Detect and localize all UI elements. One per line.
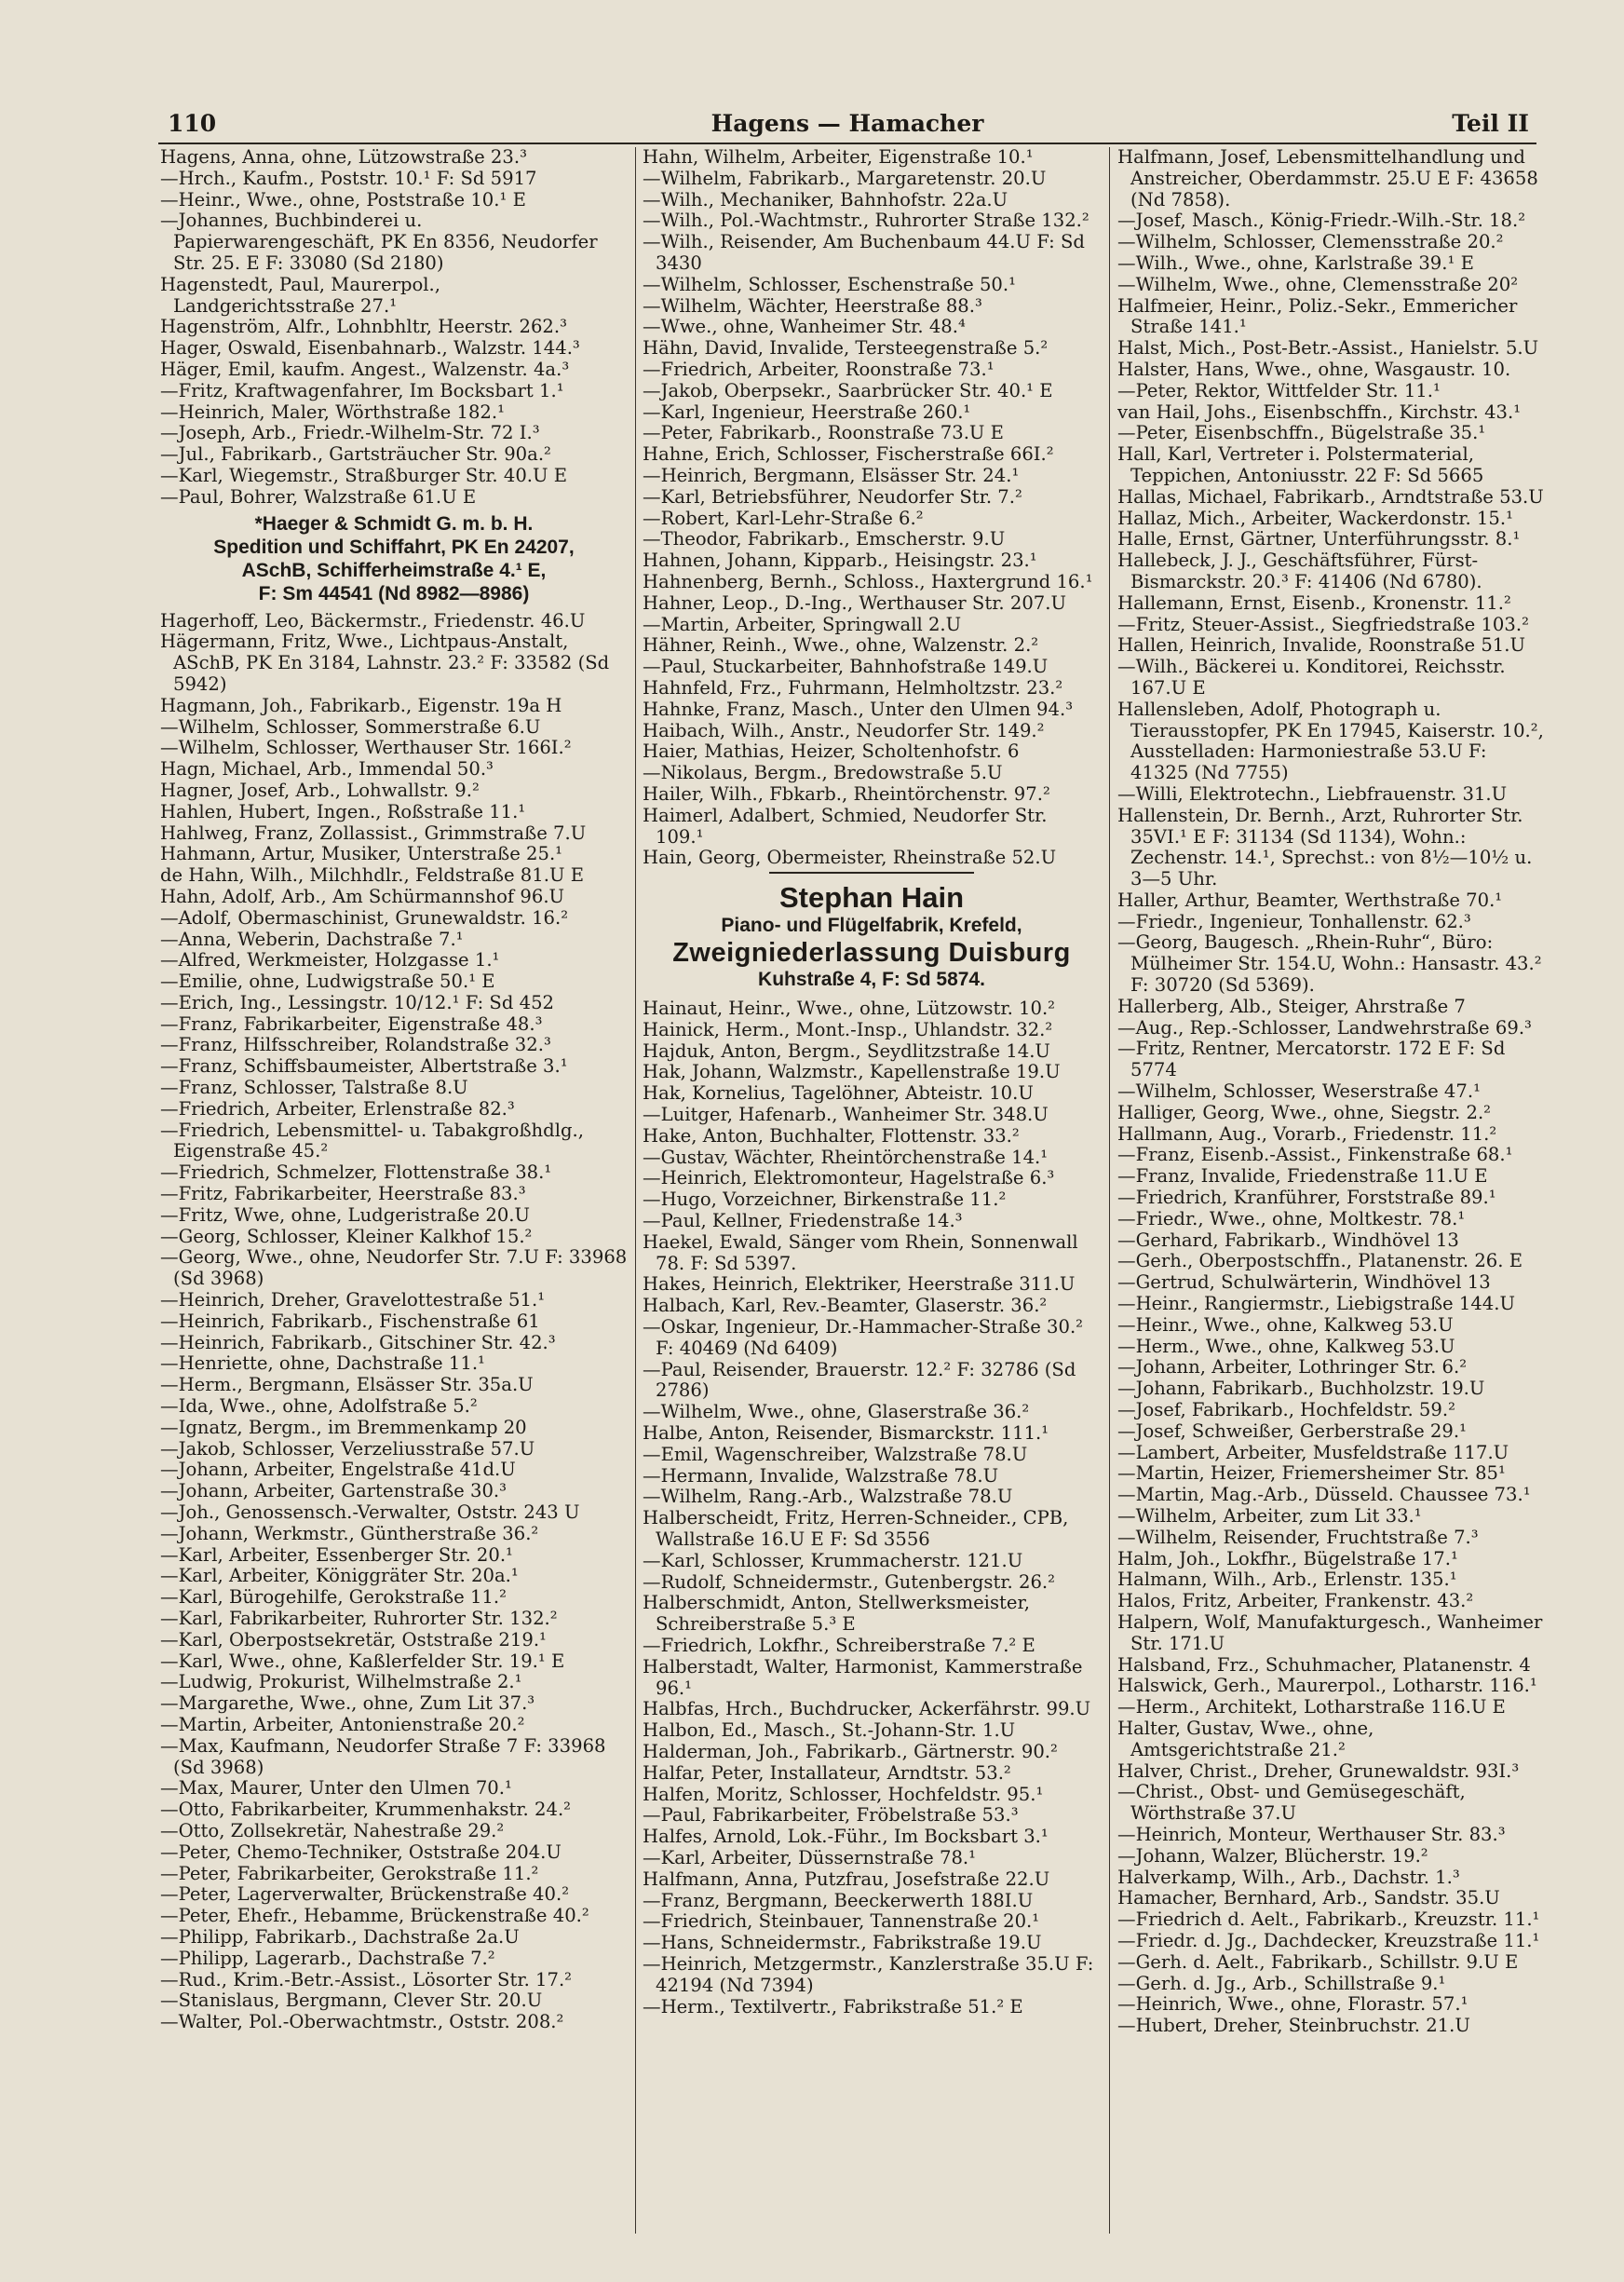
- directory-entry: —Willi, Elektrotechn., Liebfrauenstr. 31.U: [1117, 782, 1508, 805]
- directory-entry: —Karl, Schlosser, Krummacherstr. 121.U: [643, 1549, 1023, 1571]
- directory-entry: —Friedrich, Arbeiter, Erlenstraße 82.³: [160, 1097, 515, 1120]
- directory-entry: —Johann, Arbeiter, Gartenstraße 30.³: [160, 1480, 507, 1502]
- directory-entry: —Joh., Genossensch.-Verwalter, Oststr. 243 U: [160, 1501, 580, 1524]
- directory-entry: —Max, Maurer, Unter den Ulmen 70.¹: [160, 1777, 512, 1800]
- directory-entry: Halfar, Peter, Installateur, Arndtstr. 53.²: [643, 1761, 1011, 1784]
- directory-entry: Halberscheidt, Fritz, Herren-Schneider., CPB, Wallstraße 16.U E F: Sd 3556: [643, 1507, 1069, 1551]
- directory-entry: Hagenström, Alfr., Lohnbhltr, Heerstr. 262.³: [160, 316, 567, 338]
- directory-entry: —Hrch., Kaufm., Poststr. 10.¹ F: Sd 5917: [160, 167, 537, 189]
- directory-entry: —Peter, Fabrikarbeiter, Gerokstraße 11.²: [160, 1862, 539, 1884]
- directory-entry: —Heinrich, Elektromonteur, Hagelstraße 6.³: [643, 1167, 1055, 1189]
- directory-entry: Halberstadt, Walter, Harmonist, Kammerstraße 96.¹: [643, 1655, 1083, 1699]
- column-divider: [635, 147, 636, 2234]
- directory-entry: —Friedrich, Steinbauer, Tannenstraße 20.¹: [643, 1910, 1040, 1933]
- directory-entry: —Jakob, Oberpsekr., Saarbrücker Str. 40.¹ E: [643, 379, 1053, 401]
- directory-entry: —Alfred, Werkmeister, Holzgasse 1.¹: [160, 949, 500, 971]
- directory-entry: —Wilhelm, Reisender, Fruchtstraße 7.³: [1117, 1526, 1479, 1548]
- directory-entry: Haller, Arthur, Beamter, Werthstraße 70.¹: [1117, 889, 1503, 911]
- directory-entry: —Martin, Mag.-Arb., Düsseld. Chaussee 73.¹: [1117, 1484, 1531, 1506]
- directory-entry: —Franz, Hilfsschreiber, Rolandstraße 32.³: [160, 1034, 551, 1056]
- directory-entry: —Wilhelm, Fabrikarb., Margaretenstr. 20.U: [643, 167, 1047, 189]
- directory-entry: Halderman, Joh., Fabrikarb., Gärtnerstr. 90.²: [643, 1740, 1058, 1762]
- directory-entry: Hall, Karl, Vertreter i. Polstermaterial, Teppichen, Antoniusstr. 22 F: Sd 5665: [1117, 443, 1484, 486]
- directory-entry: —Wilhelm, Schlosser, Eschenstraße 50.¹: [643, 273, 1016, 295]
- directory-entry: Hallenstein, Dr. Bernh., Arzt, Ruhrorter Str. 35VI.¹ E F: 31134 (Sd 1134), Wohn.: Zechenstr. 14.¹, Sprechst.: von 8½—10½ u. 3—5 Uhr.: [1117, 804, 1533, 890]
- directory-entry: Halm, Joh., Lokfhr., Bügelstraße 17.¹: [1117, 1547, 1458, 1569]
- directory-entry: —Wilh., Wwe., ohne, Karlstraße 39.¹ E: [1117, 251, 1474, 274]
- directory-entry: —Heinrich, Fabrikarb., Fischenstraße 61: [160, 1310, 540, 1332]
- directory-entry: —Johann, Werkmstr., Güntherstraße 36.²: [160, 1522, 539, 1544]
- directory-entry: —Philipp, Fabrikarb., Dachstraße 2a.U: [160, 1925, 520, 1948]
- directory-entry: —Gerhard, Fabrikarb., Windhövel 13: [1117, 1229, 1459, 1251]
- directory-entry: —Franz, Schlosser, Talstraße 8.U: [160, 1077, 468, 1099]
- directory-entry: —Karl, Fabrikarbeiter, Ruhrorter Str. 132.²: [160, 1608, 558, 1629]
- directory-entry: —Emilie, ohne, Ludwigstraße 50.¹ E: [160, 971, 495, 993]
- directory-entry: —Georg, Wwe., ohne, Neudorfer Str. 7.U F: 33968 (Sd 3968): [160, 1246, 628, 1290]
- directory-entry: —Herm., Bergmann, Elsässer Str. 35a.U: [160, 1374, 534, 1396]
- directory-entry: Hallen, Heinrich, Invalide, Roonstraße 51.U: [1117, 634, 1525, 657]
- directory-entry: —Karl, Arbeiter, Königgräter Str. 20a.¹: [160, 1565, 519, 1587]
- directory-entry: Hahnenberg, Bernh., Schloss., Haxtergrund 16.¹: [643, 570, 1093, 592]
- directory-entry: —Wilh., Mechaniker, Bahnhofstr. 22a.U: [643, 188, 1008, 211]
- header-rule: [158, 143, 1536, 144]
- directory-entry: —Emil, Wagenschreiber, Walzstraße 78.U: [643, 1443, 1028, 1465]
- directory-entry: —Wilhelm, Schlosser, Sommerstraße 6.U: [160, 715, 541, 738]
- directory-entry: Hahn, Wilhelm, Arbeiter, Eigenstraße 10.¹: [643, 147, 1034, 168]
- directory-entry: Halster, Hans, Wwe., ohne, Wasgaustr. 10.: [1117, 358, 1511, 380]
- directory-entry: —Heinrich, Monteur, Werthauser Str. 83.³: [1117, 1823, 1506, 1845]
- ad-company-name: Stephan Hain: [778, 881, 965, 915]
- directory-entry: —Otto, Zollsekretär, Nahestraße 29.²: [160, 1819, 505, 1841]
- directory-entry: —Karl, Oberpostsekretär, Oststraße 219.¹: [160, 1628, 547, 1650]
- directory-entry: —Johann, Fabrikarb., Buchholzstr. 19.U: [1117, 1378, 1485, 1400]
- directory-entry: Halst, Mich., Post-Betr.-Assist., Hanielstr. 5.U: [1117, 337, 1539, 360]
- directory-entry: —Paul, Fabrikarbeiter, Fröbelstraße 53.³: [643, 1804, 1019, 1827]
- directory-entry: —Josef, Fabrikarb., Hochfeldstr. 59.²: [1117, 1399, 1455, 1421]
- directory-entry: Hahne, Erich, Schlosser, Fischerstraße 66I.²: [643, 443, 1054, 466]
- directory-entry: Hahnen, Johann, Kipparb., Heisingstr. 23.¹: [643, 550, 1037, 572]
- directory-entry: —Friedrich, Kranführer, Forststraße 89.¹: [1117, 1187, 1496, 1209]
- ad-branch: Zweigniederlassung Duisburg: [672, 938, 1071, 969]
- directory-entry: —Wilhelm, Wwe., ohne, Glaserstraße 36.²: [643, 1401, 1030, 1423]
- directory-entry: —Franz, Bergmann, Beeckerwerth 188I.U: [643, 1889, 1034, 1911]
- directory-entry: van Hail, Johs., Eisenbschffn., Kirchstr. 43.¹: [1117, 401, 1522, 423]
- directory-entry: Häger, Emil, kaufm. Angest., Walzenstr. 4a.³: [160, 358, 570, 380]
- directory-entry: —Heinr., Wwe., ohne, Poststraße 10.¹ E: [160, 188, 526, 211]
- directory-entry: —Friedr., Wwe., ohne, Moltkestr. 78.¹: [1117, 1207, 1466, 1229]
- directory-entry: —Friedrich, Lokfhr., Schreiberstraße 7.² E: [643, 1635, 1035, 1656]
- directory-entry: Hainick, Herm., Mont.-Insp., Uhlandstr. 32.²: [643, 1018, 1053, 1040]
- page-header: [158, 104, 1536, 142]
- directory-entry: —Gerh. d. Jg., Arb., Schillstraße 9.¹: [1117, 1972, 1446, 1994]
- directory-entry: —Karl, Ingenieur, Heerstraße 260.¹: [643, 401, 971, 423]
- directory-entry: —Adolf, Obermaschinist, Grunewaldstr. 16.²: [160, 906, 569, 929]
- directory-entry: Hahnfeld, Frz., Fuhrmann, Helmholtzstr. 23.²: [643, 676, 1063, 699]
- directory-entry: —Gerh., Oberpostschffn., Platanenstr. 26. E: [1117, 1250, 1523, 1272]
- directory-entry: —Josef, Schweißer, Gerberstraße 29.¹: [1117, 1419, 1467, 1442]
- directory-entry: —Friedr., Ingenieur, Tonhallenstr. 62.³: [1117, 910, 1471, 932]
- directory-entry: Haier, Mathias, Heizer, Scholtenhofstr. 6: [643, 740, 1020, 763]
- directory-entry: —Karl, Arbeiter, Düssernstraße 78.¹: [643, 1846, 976, 1868]
- directory-entry: —Gustav, Wächter, Rheintörchenstraße 14.¹: [643, 1146, 1049, 1168]
- directory-entry: Hallebeck, J. J., Geschäftsführer, Fürst-Bismarckstr. 20.³ F: 41406 (Nd 6780).: [1117, 550, 1482, 592]
- directory-entry: —Herm., Textilvertr., Fabrikstraße 51.² E: [643, 1995, 1023, 2017]
- running-title: Hagens — Hamacher: [710, 110, 984, 137]
- directory-entry: —Wilhelm, Schlosser, Werthauser Str. 166I.²: [160, 737, 572, 759]
- directory-entry: —Fritz, Kraftwagenfahrer, Im Bocksbart 1.¹: [160, 379, 564, 401]
- directory-entry: —Rud., Krim.-Betr.-Assist., Lösorter Str. 17.²: [160, 1968, 573, 1990]
- directory-entry: —Ida, Wwe., ohne, Adolfstraße 5.²: [160, 1395, 478, 1418]
- directory-entry: Hahlweg, Franz, Zollassist., Grimmstraße 7.U: [160, 822, 587, 844]
- directory-entry: —Wilhelm, Rang.-Arb., Walzstraße 78.U: [643, 1486, 1013, 1508]
- directory-entry: —Karl, Arbeiter, Essenberger Str. 20.¹: [160, 1543, 513, 1566]
- ad-rule: [769, 872, 974, 874]
- directory-entry: Halbe, Anton, Reisender, Bismarckstr. 111.¹: [643, 1422, 1049, 1445]
- directory-entry: Hahner, Leop., D.-Ing., Werthauser Str. 207.U: [643, 591, 1066, 614]
- ad-line: ASchB, Schifferheimstraße 4.¹ E,: [241, 559, 547, 581]
- directory-entry: —Johann, Walzer, Blücherstr. 19.²: [1117, 1844, 1428, 1867]
- directory-entry: Hallerberg, Alb., Steiger, Ahrstraße 7: [1117, 995, 1466, 1017]
- directory-entry: —Peter, Rektor, Wittfelder Str. 11.¹: [1117, 379, 1441, 401]
- directory-entry: Halmann, Wilh., Arb., Erlenstr. 135.¹: [1117, 1569, 1457, 1591]
- directory-entry: —Heinr., Rangiermstr., Liebigstraße 144.U: [1117, 1293, 1515, 1315]
- directory-entry: —Joseph, Arb., Friedr.-Wilhelm-Str. 72 I.³: [160, 422, 540, 444]
- directory-entry: —Jul., Fabrikarb., Gartsträucher Str. 90a.²: [160, 443, 551, 466]
- directory-entry: Halbach, Karl, Rev.-Beamter, Glaserstr. 36.²: [643, 1295, 1048, 1317]
- directory-entry: Hagenstedt, Paul, Maurerpol., Landgerichtsstraße 27.¹: [160, 273, 441, 317]
- directory-entry: —Wwe., ohne, Wanheimer Str. 48.⁴: [643, 316, 966, 338]
- directory-entry: —Franz, Eisenb.-Assist., Finkenstraße 68.¹: [1117, 1144, 1513, 1166]
- directory-entry: —Nikolaus, Bergm., Bredowstraße 5.U: [643, 762, 1003, 784]
- directory-entry: Halverkamp, Wilh., Arb., Dachstr. 1.³: [1117, 1866, 1460, 1888]
- directory-entry: —Peter, Chemo-Techniker, Oststraße 204.U: [160, 1841, 562, 1863]
- directory-entry: —Erich, Ing., Lessingstr. 10/12.¹ F: Sd 452: [160, 991, 555, 1013]
- directory-entry: —Aug., Rep.-Schlosser, Landwehrstraße 69.³: [1117, 1016, 1532, 1039]
- directory-entry: —Wilhelm, Wächter, Heerstraße 88.³: [643, 294, 982, 317]
- directory-entry: —Hubert, Dreher, Steinbruchstr. 21.U: [1117, 2015, 1470, 2037]
- directory-entry: —Herm., Architekt, Lotharstraße 116.U E: [1117, 1696, 1506, 1718]
- directory-entry: —Johann, Arbeiter, Lothringer Str. 6.²: [1117, 1356, 1468, 1379]
- directory-entry: —Wilhelm, Arbeiter, zum Lit 33.¹: [1117, 1505, 1422, 1527]
- column-1: [160, 147, 628, 2252]
- directory-entry: Hallaz, Mich., Arbeiter, Wackerdonstr. 15.¹: [1117, 507, 1513, 529]
- directory-entry: —Paul, Stuckarbeiter, Bahnhofstraße 149.U: [643, 656, 1049, 678]
- directory-entry: —Wilh., Reisender, Am Buchenbaum 44.U F: Sd 3430: [643, 231, 1085, 274]
- directory-entry: Haekel, Ewald, Sänger vom Rhein, Sonnenwall 78. F: Sd 5397.: [643, 1230, 1078, 1274]
- directory-entry: —Paul, Bohrer, Walzstraße 61.U E: [160, 485, 477, 508]
- directory-entry: —Philipp, Lagerarb., Dachstraße 7.²: [160, 1947, 495, 1969]
- directory-entry: Hahmann, Artur, Musiker, Unterstraße 25.¹: [160, 843, 563, 865]
- directory-entry: —Gertrud, Schulwärterin, Windhövel 13: [1117, 1271, 1491, 1294]
- directory-entry: Halter, Gustav, Wwe., ohne, Amtsgerichtstraße 21.²: [1117, 1717, 1374, 1760]
- directory-entry: Hagner, Josef, Arb., Lohwallstr. 9.²: [160, 779, 480, 801]
- directory-entry: —Oskar, Ingenieur, Dr.-Hammacher-Straße 30.² F: 40469 (Nd 6409): [643, 1316, 1084, 1359]
- directory-entry: Halfen, Moritz, Schlosser, Hochfeldstr. 95.¹: [643, 1783, 1044, 1805]
- directory-entry: Hallas, Michael, Fabrikarb., Arndtstraße 53.U: [1117, 485, 1544, 508]
- directory-entry: Hamacher, Bernhard, Arb., Sandstr. 35.U: [1117, 1887, 1500, 1909]
- directory-entry: Hagens, Anna, ohne, Lützowstraße 23.³: [160, 147, 527, 168]
- directory-entry: —Martin, Arbeiter, Springwall 2.U: [643, 613, 962, 635]
- directory-entry: Hake, Anton, Buchhalter, Flottenstr. 33.²: [643, 1124, 1020, 1147]
- directory-entry: —Ludwig, Prokurist, Wilhelmstraße 2.¹: [160, 1671, 522, 1693]
- directory-entry: Halbfas, Hrch., Buchdrucker, Ackerfährstr. 99.U: [643, 1698, 1091, 1720]
- directory-entry: —Wilh., Pol.-Wachtmstr., Ruhrorter Straße 132.²: [643, 210, 1089, 232]
- directory-entry: Hahn, Adolf, Arb., Am Schürmannshof 96.U: [160, 885, 565, 907]
- directory-entry: —Heinrich, Metzgermstr., Kanzlerstraße 35.U F: 42194 (Nd 7394): [643, 1952, 1094, 1996]
- directory-entry: Halos, Fritz, Arbeiter, Frankenstr. 43.²: [1117, 1590, 1474, 1612]
- directory-entry: —Theodor, Fabrikarb., Emscherstr. 9.U: [643, 528, 1006, 550]
- directory-entry: Hähner, Reinh., Wwe., ohne, Walzenstr. 2.²: [643, 634, 1039, 657]
- directory-entry: —Margarethe, Wwe., ohne, Zum Lit 37.³: [160, 1692, 535, 1715]
- directory-entry: Hagn, Michael, Arb., Immendal 50.³: [160, 758, 494, 781]
- directory-entry: Hallemann, Ernst, Eisenb., Kronenstr. 11.²: [1117, 591, 1511, 614]
- directory-entry: —Walter, Pol.-Oberwachtmstr., Oststr. 208.²: [160, 2011, 564, 2033]
- directory-entry: —Hans, Schneidermstr., Fabrikstraße 19.U: [643, 1932, 1042, 1954]
- directory-entry: —Heinrich, Bergmann, Elsässer Str. 24.¹: [643, 464, 1020, 486]
- directory-entry: Halsband, Frz., Schuhmacher, Platanenstr. 4: [1117, 1653, 1531, 1676]
- directory-entry: Hager, Oswald, Eisenbahnarb., Walzstr. 144.³: [160, 337, 580, 360]
- advertisement-haeger-schmidt: [160, 512, 628, 605]
- directory-entry: Hak, Johann, Walzmstr., Kapellenstraße 19.U: [643, 1061, 1061, 1083]
- directory-entry: —Hugo, Vorzeichner, Birkenstraße 11.²: [643, 1189, 1007, 1211]
- directory-entry: Halfmann, Josef, Lebensmittelhandlung und Anstreicher, Oberdammstr. 25.U E F: 43658 (Nd 7858).: [1117, 147, 1538, 211]
- directory-entry: Hailer, Wilh., Fbkarb., Rheintörchenstr. 97.²: [643, 782, 1050, 805]
- directory-entry: —Herm., Wwe., ohne, Kalkweg 53.U: [1117, 1335, 1455, 1357]
- directory-entry: —Friedrich, Schmelzer, Flottenstraße 38.¹: [160, 1161, 552, 1184]
- directory-entry: —Josef, Masch., König-Friedr.-Wilh.-Str. 18.²: [1117, 210, 1526, 232]
- directory-entry: Halver, Christ., Dreher, Grunewaldstr. 93I.³: [1117, 1759, 1520, 1782]
- directory-entry: Hak, Kornelius, Tagelöhner, Abteistr. 10.U: [643, 1082, 1034, 1105]
- directory-entry: —Wilhelm, Schlosser, Clemensstraße 20.²: [1117, 231, 1504, 253]
- directory-entry: —Peter, Ehefr., Hebamme, Brückenstraße 40.²: [160, 1905, 589, 1927]
- directory-entry: de Hahn, Wilh., Milchhdlr., Feldstraße 81.U E: [160, 864, 584, 887]
- directory-entry: Hagmann, Joh., Fabrikarb., Eigenstr. 19a H: [160, 694, 562, 716]
- directory-entry: Hägermann, Fritz, Wwe., Lichtpaus-Anstalt, ASchB, PK En 3184, Lahnstr. 23.² F: 33582 (Sd 5942): [160, 631, 610, 695]
- directory-entry: Hajduk, Anton, Bergm., Seydlitzstraße 14.U: [643, 1039, 1050, 1062]
- directory-entry: —Fritz, Fabrikarbeiter, Heerstraße 83.³: [160, 1183, 526, 1205]
- directory-entry: Hain, Georg, Obermeister, Rheinstraße 52.U: [643, 847, 1057, 869]
- directory-entry: Hakes, Heinrich, Elektriker, Heerstraße 311.U: [643, 1273, 1076, 1296]
- directory-entry: —Martin, Arbeiter, Antonienstraße 20.²: [160, 1713, 525, 1735]
- directory-entry: —Friedrich d. Aelt., Fabrikarb., Kreuzstr. 11.¹: [1117, 1908, 1540, 1931]
- directory-entry: Halberschmidt, Anton, Stellwerksmeister, Schreiberstraße 5.³ E: [643, 1592, 1030, 1636]
- directory-entry: —Friedr. d. Jg., Dachdecker, Kreuzstraße 11.¹: [1117, 1929, 1540, 1951]
- directory-entry: —Martin, Heizer, Friemersheimer Str. 85¹: [1117, 1462, 1506, 1485]
- column-2: [643, 147, 1101, 2252]
- directory-entry: —Jakob, Schlosser, Verzeliusstraße 57.U: [160, 1437, 535, 1460]
- directory-entry: —Otto, Fabrikarbeiter, Krummenhakstr. 24.²: [160, 1799, 572, 1821]
- directory-entry: —Lambert, Arbeiter, Musfeldstraße 117.U: [1117, 1441, 1509, 1463]
- directory-entry: —Peter, Fabrikarb., Roonstraße 73.U E: [643, 422, 1004, 444]
- directory-entry: Hahnke, Franz, Masch., Unter den Ulmen 94.³: [643, 698, 1074, 720]
- directory-entry: —Heinrich, Maler, Wörthstraße 182.¹: [160, 401, 505, 423]
- directory-entry: Hainaut, Heinr., Wwe., ohne, Lützowstr. 10.²: [643, 998, 1056, 1020]
- directory-entry: Halswick, Gerh., Maurerpol., Lotharstr. 116.¹: [1117, 1675, 1537, 1697]
- directory-entry: —Ignatz, Bergm., im Bremmenkamp 20: [160, 1416, 527, 1438]
- directory-entry: —Friedrich, Arbeiter, Roonstraße 73.¹: [643, 358, 995, 380]
- directory-entry: —Heinrich, Wwe., ohne, Florastr. 57.¹: [1117, 1993, 1468, 2016]
- directory-entry: Haimerl, Adalbert, Schmied, Neudorfer Str. 109.¹: [643, 804, 1048, 848]
- directory-entry: —Wilhelm, Schlosser, Weserstraße 47.¹: [1117, 1080, 1481, 1103]
- advertisement-stephan-hain: [643, 881, 1101, 991]
- directory-entry: —Johann, Arbeiter, Engelstraße 41d.U: [160, 1459, 516, 1481]
- directory-entry: —Rudolf, Schneidermstr., Gutenbergstr. 26.²: [643, 1570, 1056, 1593]
- directory-entry: Halbon, Ed., Masch., St.-Johann-Str. 1.U: [643, 1719, 1016, 1742]
- directory-entry: Hagerhoff, Leo, Bäckermstr., Friedenstr. 46.U: [160, 609, 586, 632]
- directory-entry: —Fritz, Steuer-Assist., Siegfriedstraße 103.²: [1117, 613, 1529, 635]
- directory-entry: Hahlen, Hubert, Ingen., Roßstraße 11.¹: [160, 800, 526, 822]
- directory-entry: —Fritz, Rentner, Mercatorstr. 172 E F: Sd 5774: [1117, 1038, 1506, 1081]
- directory-entry: —Hermann, Invalide, Walzstraße 78.U: [643, 1464, 999, 1487]
- directory-entry: —Georg, Baugesch. „Rhein-Ruhr“, Büro: Mülheimer Str. 154.U, Wohn.: Hansastr. 43.² F: 30720 (Sd 5369).: [1117, 931, 1542, 997]
- directory-entry: —Wilhelm, Wwe., ohne, Clemensstraße 20²: [1117, 273, 1519, 295]
- directory-entry: Hallmann, Aug., Vorarb., Friedenstr. 11.²: [1117, 1122, 1497, 1145]
- directory-entry: —Stanislaus, Bergmann, Clever Str. 20.U: [160, 1990, 543, 2012]
- directory-entry: —Henriette, ohne, Dachstraße 11.¹: [160, 1352, 485, 1375]
- directory-entry: Halfmeier, Heinr., Poliz.-Sekr., Emmericher Straße 141.¹: [1117, 294, 1518, 338]
- directory-entry: —Heinrich, Fabrikarb., Gitschiner Str. 42.³: [160, 1331, 556, 1353]
- directory-entry: —Karl, Wwe., ohne, Kaßlerfelder Str. 19.¹ E: [160, 1650, 565, 1672]
- directory-entry: —Franz, Invalide, Friedenstraße 11.U E: [1117, 1165, 1488, 1188]
- directory-entry: Hähn, David, Invalide, Tersteegenstraße 5.²: [643, 337, 1049, 360]
- directory-entry: Halpern, Wolf, Manufakturgesch., Wanheimer Str. 171.U: [1117, 1610, 1543, 1654]
- directory-entry: —Fritz, Wwe, ohne, Ludgeristraße 20.U: [160, 1203, 531, 1226]
- column-3: [1117, 147, 1544, 2252]
- directory-entry: —Georg, Schlosser, Kleiner Kalkhof 15.²: [160, 1225, 533, 1247]
- directory-entry: Haibach, Wilh., Anstr., Neudorfer Str. 149.²: [643, 719, 1045, 741]
- directory-entry: —Robert, Karl-Lehr-Straße 6.²: [643, 507, 924, 529]
- directory-entry: —Max, Kaufmann, Neudorfer Straße 7 F: 33968 (Sd 3968): [160, 1734, 606, 1778]
- column-divider: [1109, 147, 1110, 2234]
- ad-line: F: Sm 44541 (Nd 8982—8986): [258, 582, 530, 604]
- ad-address: Kuhstraße 4, F: Sd 5874.: [758, 969, 985, 991]
- directory-entry: Halfes, Arnold, Lok.-Führ., Im Bocksbart 3.¹: [643, 1826, 1049, 1848]
- directory-entry: —Paul, Kellner, Friedenstraße 14.³: [643, 1210, 963, 1232]
- directory-entry: —Johannes, Buchbinderei u. Papierwarengeschäft, PK En 8356, Neudorfer Str. 25. E F: 33080 (Sd 2180): [160, 210, 598, 274]
- directory-entry: —Karl, Wiegemstr., Straßburger Str. 40.U E: [160, 464, 568, 486]
- directory-entry: —Heinr., Wwe., ohne, Kalkweg 53.U: [1117, 1313, 1454, 1336]
- directory-entry: —Heinrich, Dreher, Gravelottestraße 51.¹: [160, 1289, 546, 1311]
- directory-entry: —Christ., Obst- und Gemüsegeschäft, Wörthstraße 37.U: [1117, 1781, 1466, 1825]
- ad-line: *Haeger & Schmidt G. m. b. H.: [254, 512, 534, 535]
- directory-entry: —Paul, Reisender, Brauerstr. 12.² F: 32786 (Sd 2786): [643, 1358, 1076, 1402]
- directory-entry: Halle, Ernst, Gärtner, Unterführungsstr. 8.¹: [1117, 528, 1521, 550]
- part-label: Teil II: [1452, 110, 1529, 137]
- directory-entry: —Friedrich, Lebensmittel- u. Tabakgroßhdlg., Eigenstraße 45.²: [160, 1119, 584, 1162]
- directory-entry: —Gerh. d. Aelt., Fabrikarb., Schillstr. 9.U E: [1117, 1950, 1519, 1973]
- directory-entry: —Peter, Lagerverwalter, Brückenstraße 40.²: [160, 1883, 570, 1906]
- page-number: 110: [168, 110, 217, 137]
- directory-entry: —Franz, Schiffsbaumeister, Albertstraße 3.¹: [160, 1055, 568, 1078]
- ad-line: Spedition und Schiffahrt, PK En 24207,: [213, 536, 575, 558]
- directory-entry: Halfmann, Anna, Putzfrau, Josefstraße 22.U: [643, 1868, 1050, 1890]
- directory-entry: —Anna, Weberin, Dachstraße 7.¹: [160, 928, 464, 950]
- ad-subtitle: Piano- und Flügelfabrik, Krefeld,: [721, 915, 1022, 937]
- directory-entry: —Wilh., Bäckerei u. Konditorei, Reichsstr. 167.U E: [1117, 656, 1506, 699]
- directory-entry: —Franz, Fabrikarbeiter, Eigenstraße 48.³: [160, 1012, 543, 1035]
- directory-entry: —Karl, Betriebsführer, Neudorfer Str. 7.²: [643, 485, 1022, 508]
- directory-entry: —Peter, Eisenbschffn., Bügelstraße 35.¹: [1117, 422, 1486, 444]
- directory-entry: —Luitger, Hafenarb., Wanheimer Str. 348.U: [643, 1104, 1049, 1126]
- directory-entry: —Karl, Bürogehilfe, Gerokstraße 11.²: [160, 1586, 507, 1609]
- directory-entry: Hallensleben, Adolf, Photograph u. Tierausstopfer, PK En 17945, Kaiserstr. 10.², Ausstelladen: Harmoniestraße 53.U F: 41325 (Nd 7755): [1117, 698, 1544, 784]
- directory-entry: Halliger, Georg, Wwe., ohne, Siegstr. 2.²: [1117, 1101, 1492, 1123]
